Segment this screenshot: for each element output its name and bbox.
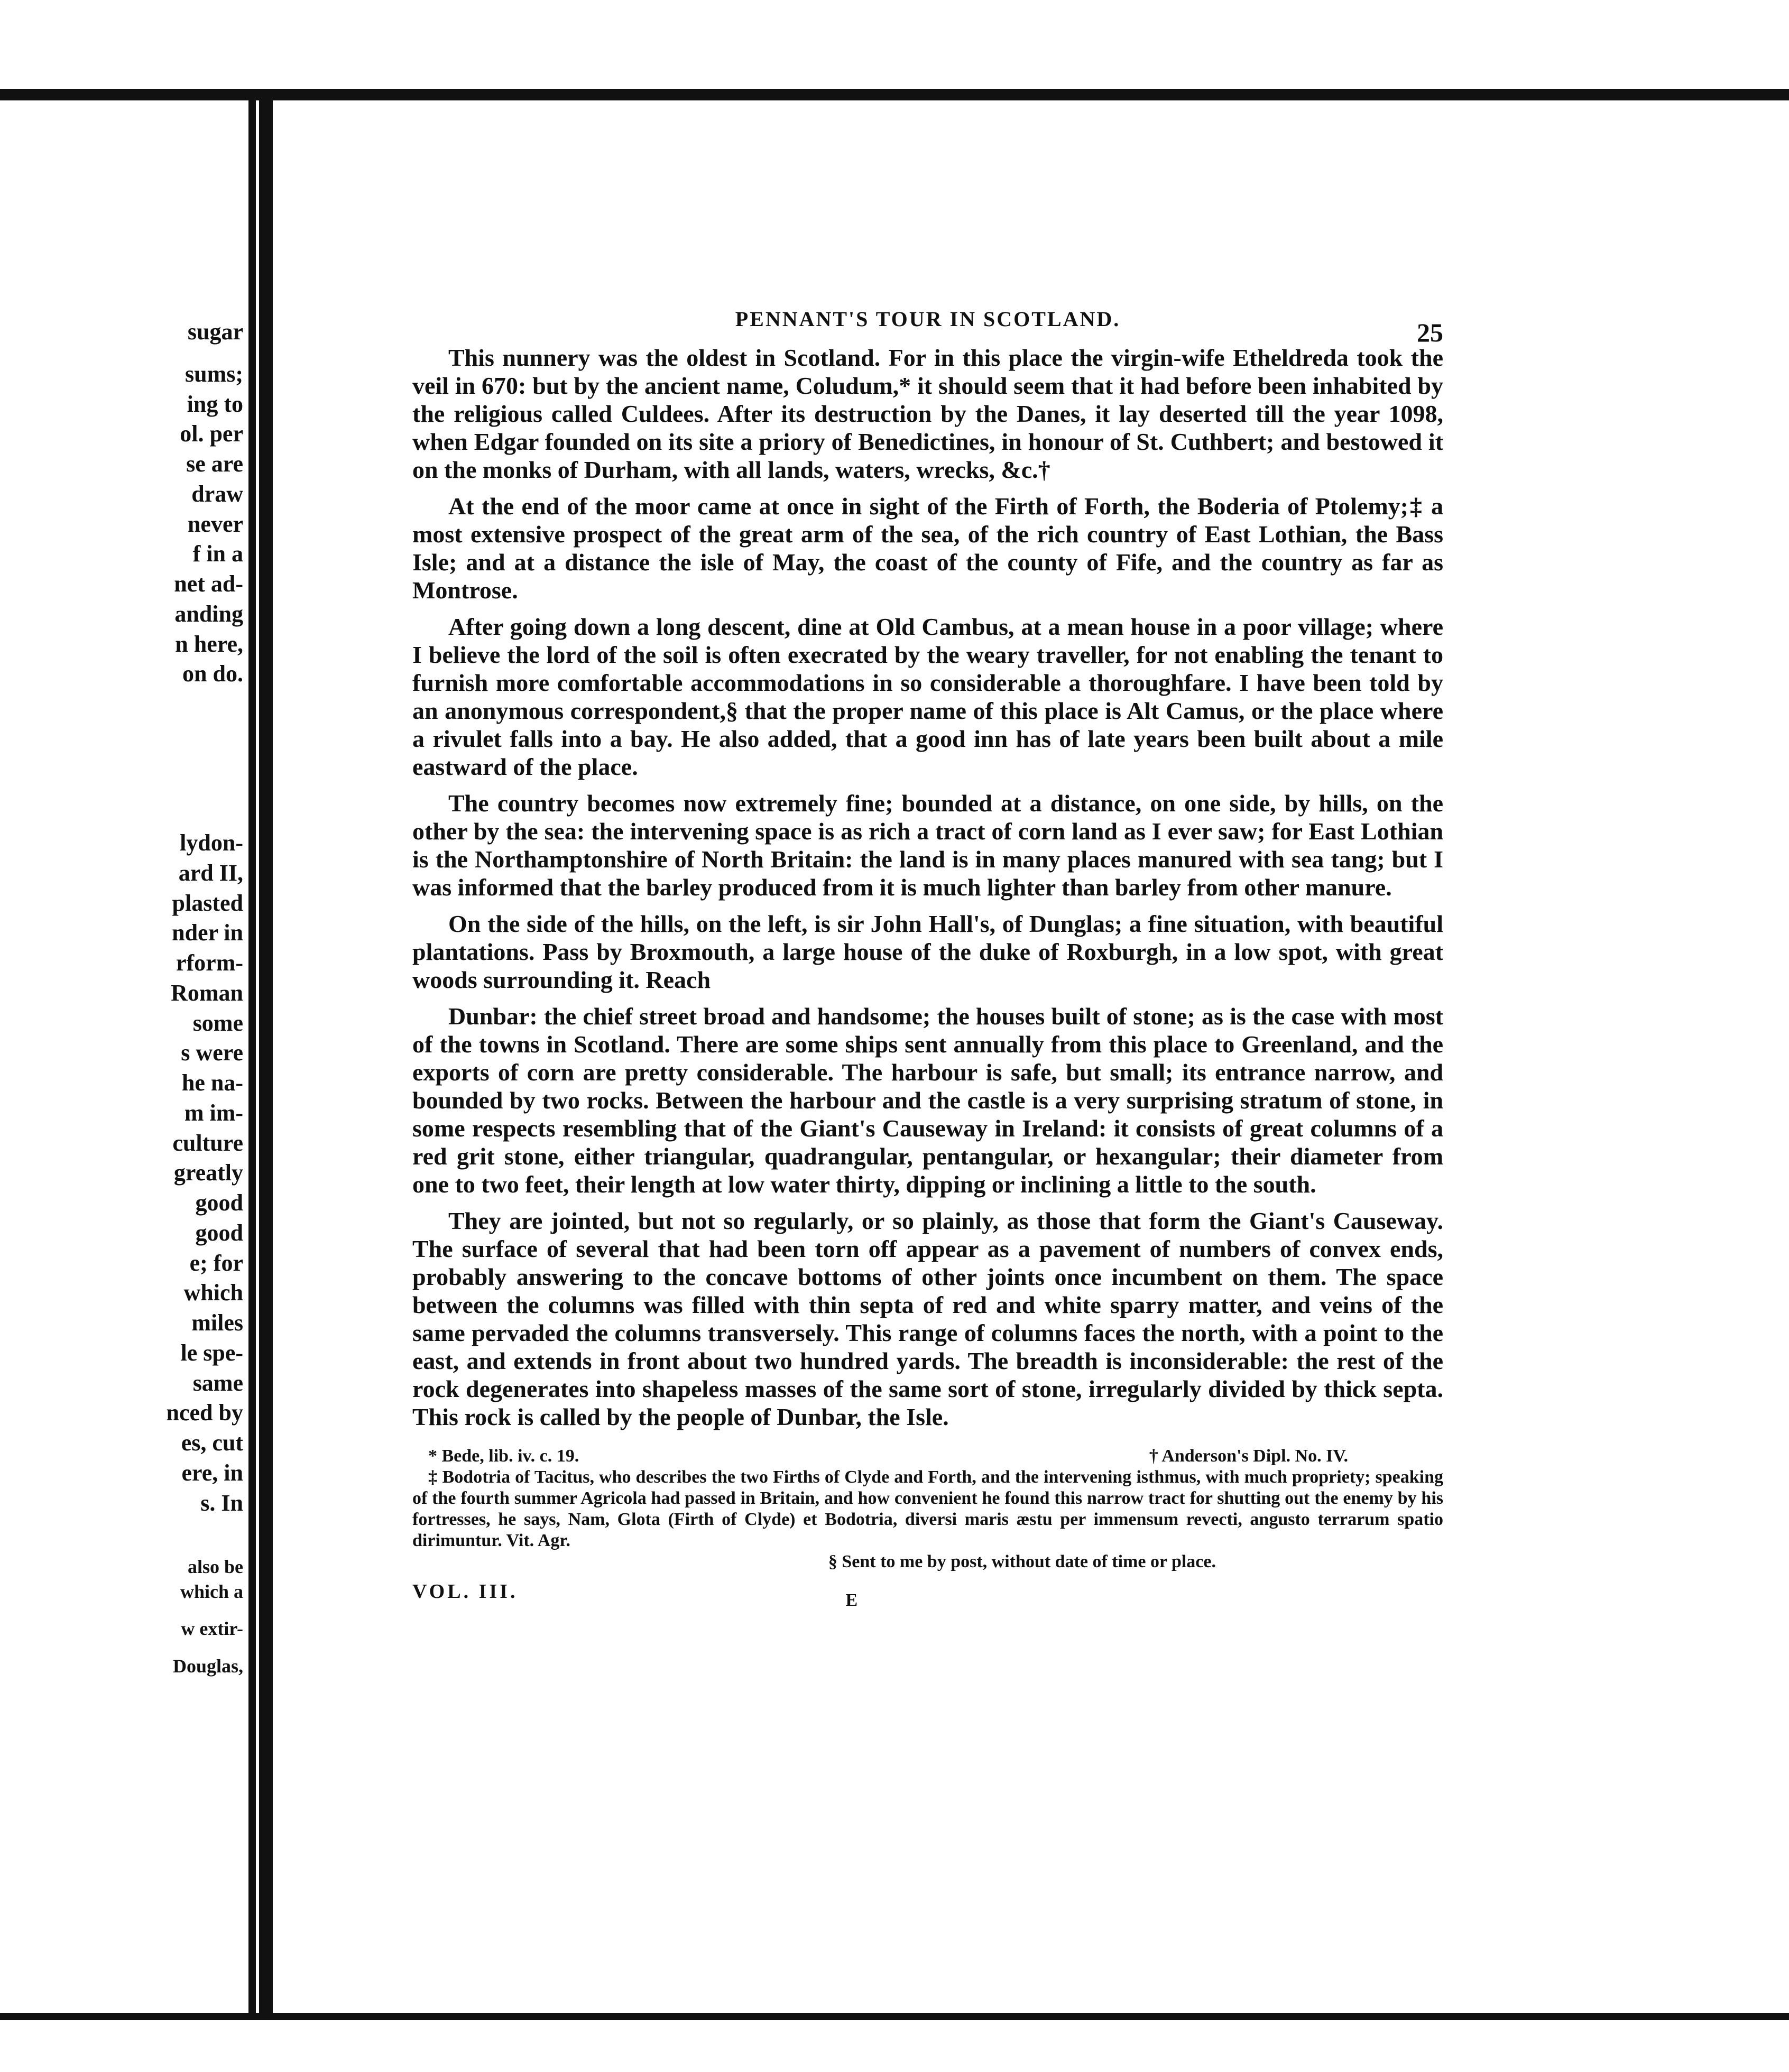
facing-page-line: same [192,1370,243,1396]
facing-page-line: s were [181,1040,243,1066]
facing-page-line: sums; [185,361,243,387]
volume-mark: VOL. III. [412,1580,518,1603]
facing-page-line: also be [187,1556,243,1577]
page-number: 25 [1417,318,1443,347]
page-foot [412,1580,1443,1611]
facing-page-line: anding [174,601,243,627]
facing-page-line: on do. [182,661,243,687]
facing-page-line: nder in [172,920,243,946]
running-head [412,296,1443,347]
facing-page-line: draw [191,481,243,507]
facing-page-line: s. In [200,1490,243,1516]
facing-page-line: ard II, [178,860,243,886]
facing-page-line: ing to [187,391,243,417]
facing-page-line: net ad- [174,571,243,597]
gutter-rule-right [259,94,273,2019]
facing-page-line: f in a [192,541,243,567]
facing-page-line: e; for [189,1250,243,1276]
book-page [412,296,1443,1611]
paragraph-dunbar: Dunbar: the chief street broad and handsome; the houses built of stone; as is the case with most of the towns in Scotland. There are some ships sent annually from this place to Greenland, and the exports of corn are pretty considerable. The harbour is safe, but small; its entrance narrow, and bounded by two rocks. Between the harbour and the castle is a very surprising stratum of stone, in some respects resembling that of the Giant's Causeway in Ireland: it consists of great columns of a red grit stone, either triangular, quadrangular, pentangular, or hexangular; their diameter from one to two feet, their length at low water thirty, dipping or inclining a little to the south. [412,1003,1443,1198]
footnote-post: § Sent to me by post, without date of time or place. [828,1552,1216,1571]
facing-page-line: nced by [166,1400,243,1426]
footnote-anderson: † Anderson's Dipl. No. IV. [1149,1446,1348,1466]
facing-page-line: which a [180,1581,243,1602]
facing-page-line: greatly [173,1160,243,1186]
facing-page-line: sugar [187,319,243,345]
facing-page-line: ere, in [181,1460,243,1486]
facing-page-line: n here, [175,631,243,657]
gutter-rule-left [248,94,256,2019]
facing-page-line: lydon- [180,830,243,856]
facing-page-line: ol. per [180,421,243,447]
footnote-bede: * Bede, lib. iv. c. 19. [428,1446,579,1466]
paragraph-firth-of-forth: At the end of the moor came at once in sight of the Firth of Forth, the Boderia of Ptolemy;‡ a most extensive prospect of the great arm of the sea, of the rich country of East Lothian, the Bass Isle; and at a distance the isle of May, the coast of the county of Fife, and the country as far as Montrose. [412,493,1443,604]
paragraph-old-cambus: After going down a long descent, dine at Old Cambus, at a mean house in a poor village; where I believe the lord of the soil is often execrated by the weary traveller, for not enabling the tenant to furnish more comfortable accommodations in so considerable a thoroughfare. I have been told by an anonymous correspondent,§ that the proper name of this place is Alt Camus, or the place where a rivulet falls into a bay. He also added, that a good inn has of late years been built about a mile eastward of the place. [412,613,1443,780]
paragraph-dunglas: On the side of the hills, on the left, is sir John Hall's, of Dunglas; a fine situation, with beautiful plantations. Pass by Broxmouth, a large house of the duke of Roxburgh, in a low spot, with great woods surrounding it. Reach [412,910,1443,993]
facing-page-line: miles [191,1310,243,1336]
footnote-bodotria: ‡ Bodotria of Tacitus, who describes the two Firths of Clyde and Forth, and the intervening isthmus, with much propriety; speaking of the fourth summer Agricola had passed in Britain, and how convenient he found this narrow tract for shutting out the enemy by his fortresses, he says, Nam, Glota (Firth of Clyde) et Bodotria, diversi maris æstu per immensum revecti, angusto terrarum spatio dirimuntur. Vit. Agr. [412,1467,1443,1550]
facing-page-line: culture [172,1130,243,1156]
footnotes [412,1446,1443,1572]
running-title: PENNANT'S TOUR IN SCOTLAND. [735,307,1121,331]
facing-page-fragment [0,0,243,2072]
facing-page-line: es, cut [181,1430,243,1456]
paragraph-east-lothian: The country becomes now extremely fine; bounded at a distance, on one side, by hills, on the other by the sea: the intervening space is as rich a tract of corn land as I ever saw; for East Lothian is the Northamptonshire of North Britain: the land is in many places manured with sea tang; but I was informed that the barley produced from it is much lighter than barley from other manure. [412,790,1443,901]
facing-page-line: which [183,1280,243,1306]
facing-page-line: le spe- [180,1340,243,1366]
signature-mark: E [845,1590,858,1610]
facing-page-line: Roman [171,980,243,1006]
facing-page-line: good [195,1190,243,1216]
facing-page-line: plasted [172,890,243,916]
facing-page-line: never [187,511,243,537]
facing-page-line: m im- [184,1100,243,1126]
facing-page-line: w extir- [181,1618,243,1639]
paragraph-coldingham-nunnery: This nunnery was the oldest in Scotland. For in this place the virgin-wife Etheldreda took the veil in 670: but by the ancient name, Coludum,* it should seem that it had before been inhabited by the religious called Culdees. After its destruction by the Danes, it lay deserted till the year 1098, when Edgar founded on its site a priory of Benedictines, in honour of St. Cuthbert; and bestowed it on the monks of Durham, with all lands, waters, wrecks, &c.† [412,344,1443,483]
facing-page-line: good [195,1220,243,1246]
paragraph-columns: They are jointed, but not so regularly, or so plainly, as those that form the Giant's Causeway. The surface of several that had been torn off appear as a pavement of numbers of convex ends, probably answering to the concave bottoms of other joints once incumbent on them. The space between the columns was filled with thin septa of red and white sparry matter, and veins of the same pervaded the columns transversely. This range of columns faces the north, with a point to the east, and extends in front about two hundred yards. The breadth is inconsiderable: the rest of the rock degenerates into shapeless masses of the same sort of stone, irregularly divided by thick septa. This rock is called by the people of Dunbar, the Isle. [412,1207,1443,1430]
facing-page-line: he na- [181,1070,243,1096]
facing-page-line: rform- [176,950,243,976]
facing-page-line: se are [186,451,243,477]
facing-page-line: some [192,1010,243,1036]
facing-page-line: Douglas, [172,1655,243,1677]
footnote-row [412,1446,1443,1467]
